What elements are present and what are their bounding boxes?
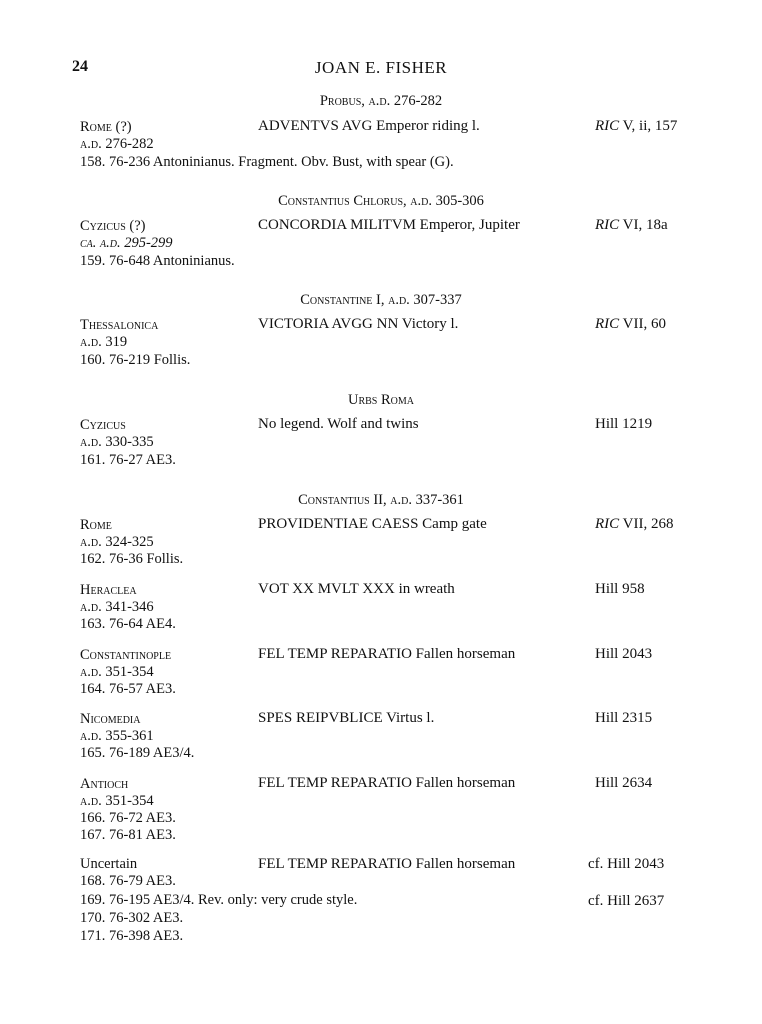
catalog-entry: 159. 76-648 Antoninianus. xyxy=(80,253,235,269)
catalog-reference xyxy=(595,775,652,792)
catalog-entry: 164. 76-57 AE3. xyxy=(80,681,176,697)
mint-name: Uncertain xyxy=(80,856,138,872)
reverse-legend: CONCORDIA MILITVM Emperor, Jupiter xyxy=(258,217,520,233)
catalog-entry: 171. 76-398 AE3. xyxy=(80,928,184,944)
reverse-legend: FEL TEMP REPARATIO Fallen horseman xyxy=(258,646,516,662)
ref-series: RIC xyxy=(595,516,620,532)
reverse-legend: PROVIDENTIAE CAESS Camp gate xyxy=(258,516,487,532)
mint-name: Thessalonica xyxy=(80,317,159,333)
catalog-reference-entry: cf. Hill 2637 xyxy=(588,893,665,909)
ref-number: Hill 2315 xyxy=(595,710,653,726)
reverse-legend: No legend. Wolf and twins xyxy=(258,416,419,432)
catalog-entry: 163. 76-64 AE4. xyxy=(80,616,176,632)
catalog-reference xyxy=(588,856,664,873)
mint-name: Heraclea xyxy=(80,582,137,598)
ref-series: RIC xyxy=(595,217,620,233)
mint-date: a.d. 324-325 xyxy=(80,534,154,550)
ref-number: V, ii, 157 xyxy=(619,118,678,134)
catalog-reference xyxy=(595,416,652,433)
ref-number: cf. Hill 2043 xyxy=(588,856,665,872)
reverse-legend: FEL TEMP REPARATIO Fallen horseman xyxy=(258,856,516,872)
catalog-entry: 167. 76-81 AE3. xyxy=(80,827,176,843)
mint-name: Nicomedia xyxy=(80,711,141,727)
ref-number: VII, 60 xyxy=(619,316,666,332)
reverse-legend: VOT XX MVLT XXX in wreath xyxy=(258,581,455,597)
catalog-entry: 161. 76-27 AE3. xyxy=(80,452,176,468)
ref-number: Hill 2043 xyxy=(595,646,653,662)
section-heading-urbs-roma: Urbs Roma xyxy=(347,392,414,408)
catalog-entry: 169. 76-195 AE3/4. Rev. only: very crude style. xyxy=(80,892,358,908)
mint-name: Antioch xyxy=(80,776,129,792)
mint-date: a.d. 351-354 xyxy=(80,793,154,809)
section-heading-constantine-i: Constantine I, a.d. 307-337 xyxy=(300,292,462,308)
ref-series: RIC xyxy=(595,316,620,332)
section-heading-constantius-ii: Constantius II, a.d. 337-361 xyxy=(298,492,464,508)
mint-name: Cyzicus xyxy=(80,417,126,433)
catalog-reference xyxy=(595,581,645,598)
section-heading-probus: Probus, a.d. 276-282 xyxy=(319,93,443,109)
ref-series: RIC xyxy=(595,118,620,134)
ref-number: Hill 958 xyxy=(595,581,645,597)
catalog-reference xyxy=(595,516,673,533)
catalog-entry: 160. 76-219 Follis. xyxy=(80,352,191,368)
mint-date: a.d. 355-361 xyxy=(80,728,154,744)
catalog-entry: 165. 76-189 AE3/4. xyxy=(80,745,195,761)
reverse-legend: VICTORIA AVGG NN Victory l. xyxy=(258,316,459,332)
reverse-legend: FEL TEMP REPARATIO Fallen horseman xyxy=(258,775,516,791)
mint-name: Rome xyxy=(80,517,112,533)
reverse-legend: ADVENTVS AVG Emperor riding l. xyxy=(258,118,480,134)
catalog-entry: 168. 76-79 AE3. xyxy=(80,873,176,889)
mint-date: a.d. 330-335 xyxy=(80,434,154,450)
mint-name: Rome (?) xyxy=(80,119,132,135)
mint-date: a.d. 276-282 xyxy=(80,136,154,152)
ref-number: VII, 268 xyxy=(619,516,674,532)
running-head: JOAN E. FISHER xyxy=(314,58,448,77)
ref-number: VI, 18a xyxy=(619,217,668,233)
mint-date: a.d. 351-354 xyxy=(80,664,154,680)
page-number: 24 xyxy=(72,58,88,75)
catalog-reference xyxy=(595,646,652,663)
ref-number: Hill 2634 xyxy=(595,775,653,791)
catalog-reference xyxy=(595,316,666,333)
reverse-legend: SPES REIPVBLICE Virtus l. xyxy=(258,710,435,726)
catalog-entry: 162. 76-36 Follis. xyxy=(80,551,184,567)
catalog-entry: 170. 76-302 AE3. xyxy=(80,910,184,926)
mint-name: Constantinople xyxy=(80,647,172,663)
catalog-entry: 158. 76-236 Antoninianus. Fragment. Obv. Bust, with spear (G). xyxy=(80,154,454,170)
catalog-reference xyxy=(595,710,652,727)
ref-number: Hill 1219 xyxy=(595,416,653,432)
catalog-reference xyxy=(595,118,677,135)
mint-date: a.d. 341-346 xyxy=(80,599,154,615)
catalog-entry: 166. 76-72 AE3. xyxy=(80,810,176,826)
catalog-reference xyxy=(595,217,668,234)
mint-date: a.d. 319 xyxy=(80,334,128,350)
section-heading-constantius-chlorus: Constantius Chlorus, a.d. 305-306 xyxy=(278,193,484,209)
mint-name: Cyzicus (?) xyxy=(80,218,146,234)
mint-date: ca. a.d. 295-299 xyxy=(80,235,173,251)
